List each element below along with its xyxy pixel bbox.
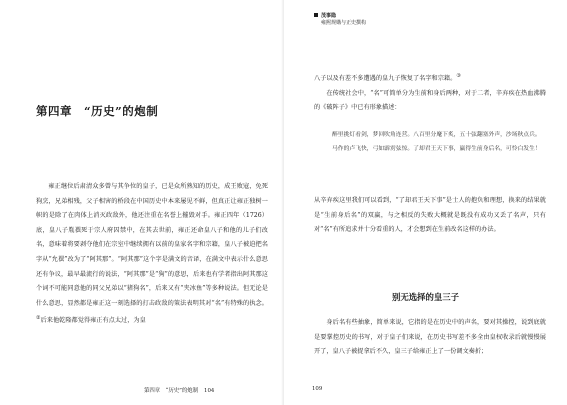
- section-title: 别无选择的皇三子: [392, 292, 459, 302]
- square-bullet-icon: [314, 13, 318, 17]
- footnote-marker: ②: [36, 315, 41, 322]
- paragraph: 从辛弃疾这里我们可以看到，“了却君王天下事”是士人的抱负和理想，换来的结果就是“生前身后名”的双赢，与之相反的失败大概就是既没有成功又丢了名声，只有对“名”有所追求并十分看重的人，才会想到在生前改名这样的办法。: [314, 197, 546, 234]
- poem-quote: [332, 128, 544, 156]
- footnote-marker: ③: [456, 73, 461, 79]
- paragraph: 在传统社会中，“名”可简单分为生前和身后两种，对于二者，辛弃疾在热血沸腾的《破阵子》中已有形象描述：: [314, 89, 546, 112]
- paragraph-text: 八子以及有差不多遭遇的皇九子恢复了名字和宗籍。: [314, 75, 457, 83]
- left-page: [0, 0, 283, 405]
- poem-stanza: 醉里挑灯看剑，梦回吹角连营。八百里分麾下炙，五十弦翻塞外声，沙场秋点兵。: [332, 132, 541, 138]
- paragraph: [36, 180, 268, 329]
- right-body-bottom: [314, 316, 546, 360]
- page-number: 104: [204, 388, 215, 394]
- right-body-top: [314, 69, 546, 116]
- page-number: 109: [312, 386, 323, 392]
- right-page: [284, 0, 567, 405]
- paragraph: [314, 69, 546, 87]
- paragraph: 身后名有些抽象，简单来说，它指的是在历史中的声名，要对其操控，说到底就是要掌控历史的书写，对于皇子们来说，在历史书写差不多全由皇权收录后就慢慢展开了，皇八子被捉拿后不久，皇三子给雍正上了一份调文奏折；: [314, 319, 546, 356]
- paragraph-text: 雍正继位后肃清众多曾与其争位的皇子，已是众所熟知的历史，成王败寇，免死狗烹，兄弟相残，父子相害的桥段在中国历史中本来屡见不鲜，但真正让雍正独树一帜的是除了在肉体上消灭政敌外，他还注重在名誉上摧毁对手。雍正四年（1726）底，皇八子胤禩死于宗人府囚禁中，在其去世前，雍正还命皇八子和他的儿子们改名，意味着将要剥夺他们在宗室中继续拥有以前的皇家名字和宗籍，皇八子被迫把名字从“允禩”改为了“阿其那”。“阿其那”这个字是满文的音译，在满文中表示什么意思还有争议，最早最流行的说法，“阿其那”是“狗”的意思，后来也有学者指出阿其那这个词不可能同意他的同父兄弟以“猪狗名”，后来又有“夹冰鱼”等多种说法。但无论是什么意思，显然都是雍正这一刻选择的打击政敌的策法表明其对“名”有特殊的执念。: [36, 183, 268, 307]
- running-head: [314, 13, 366, 27]
- running-head-subtitle: 雍熙规媾与正史撰构: [321, 20, 367, 26]
- paragraph-continuation: 后来他乾隆都觉得雍正有点太过，为皇: [40, 317, 146, 325]
- right-body-middle: [314, 194, 546, 238]
- page-footer: [138, 386, 214, 394]
- footer-chapter-title: 第四章 “历史”的炮制: [144, 388, 199, 394]
- left-body-text: [36, 180, 268, 329]
- running-head-title: 茂事隐: [321, 13, 337, 19]
- poem-stanza: 马作的卢飞快，弓如霹雳弦惊。了却君王天下事，赢得生前身后名，可怜白发生！: [332, 146, 541, 152]
- chapter-title: 第四章 “历史”的炮制: [36, 104, 159, 118]
